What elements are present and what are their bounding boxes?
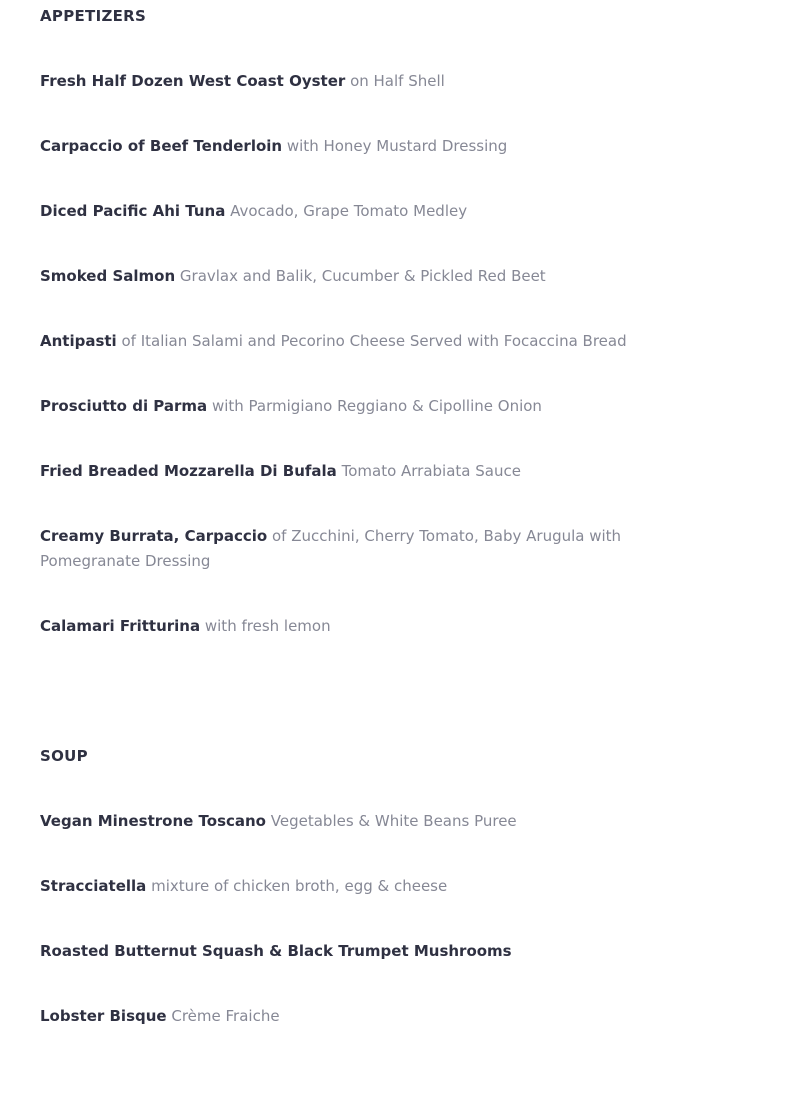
item-name: Carpaccio of Beef Tenderloin: [40, 137, 283, 155]
menu-item: [40, 614, 720, 639]
menu-item: [40, 394, 720, 419]
item-description: with Honey Mustard Dressing: [286, 137, 508, 155]
menu-item: [40, 874, 720, 899]
item-name: Vegan Minestrone Toscano: [40, 812, 266, 830]
item-description: of Italian Salami and Pecorino Cheese Served with Focaccina Bread: [121, 332, 627, 350]
item-name: Fried Breaded Mozzarella Di Bufala: [40, 462, 337, 480]
item-description: mixture of chicken broth, egg & cheese: [151, 877, 448, 895]
item-name: Fresh Half Dozen West Coast Oyster: [40, 72, 346, 90]
item-name: Lobster Bisque: [40, 1007, 167, 1025]
menu-item: [40, 199, 720, 224]
menu-item: [40, 459, 720, 484]
item-description: Crème Fraiche: [171, 1007, 280, 1025]
item-name: Calamari Fritturina: [40, 617, 201, 635]
section-title-soup: SOUP: [40, 747, 88, 765]
item-name: Roasted Butternut Squash & Black Trumpet Mushrooms: [40, 942, 512, 960]
item-description: Tomato Arrabiata Sauce: [341, 462, 521, 480]
item-description: Avocado, Grape Tomato Medley: [230, 202, 468, 220]
item-description: of Zucchini, Cherry Tomato, Baby Arugula with Pomegranate Dressing: [40, 527, 622, 570]
item-name: Diced Pacific Ahi Tuna: [40, 202, 226, 220]
menu-item: [40, 939, 720, 964]
item-description: Vegetables & White Beans Puree: [270, 812, 517, 830]
menu-item: [40, 524, 720, 574]
menu-item: [40, 69, 720, 94]
menu-item: [40, 329, 720, 354]
menu-item: [40, 134, 720, 159]
item-name: Smoked Salmon: [40, 267, 176, 285]
item-description: with Parmigiano Reggiano & Cipolline Onion: [211, 397, 542, 415]
item-description: on Half Shell: [350, 72, 445, 90]
menu-item: [40, 1004, 720, 1029]
menu-item: [40, 809, 720, 834]
menu-item: [40, 264, 720, 289]
item-name: Creamy Burrata, Carpaccio: [40, 527, 268, 545]
item-description: Gravlax and Balik, Cucumber & Pickled Red Beet: [179, 267, 546, 285]
item-name: Prosciutto di Parma: [40, 397, 208, 415]
item-name: Stracciatella: [40, 877, 147, 895]
item-name: Antipasti: [40, 332, 117, 350]
section-title-appetizers: APPETIZERS: [40, 7, 147, 25]
item-description: with fresh lemon: [204, 617, 331, 635]
